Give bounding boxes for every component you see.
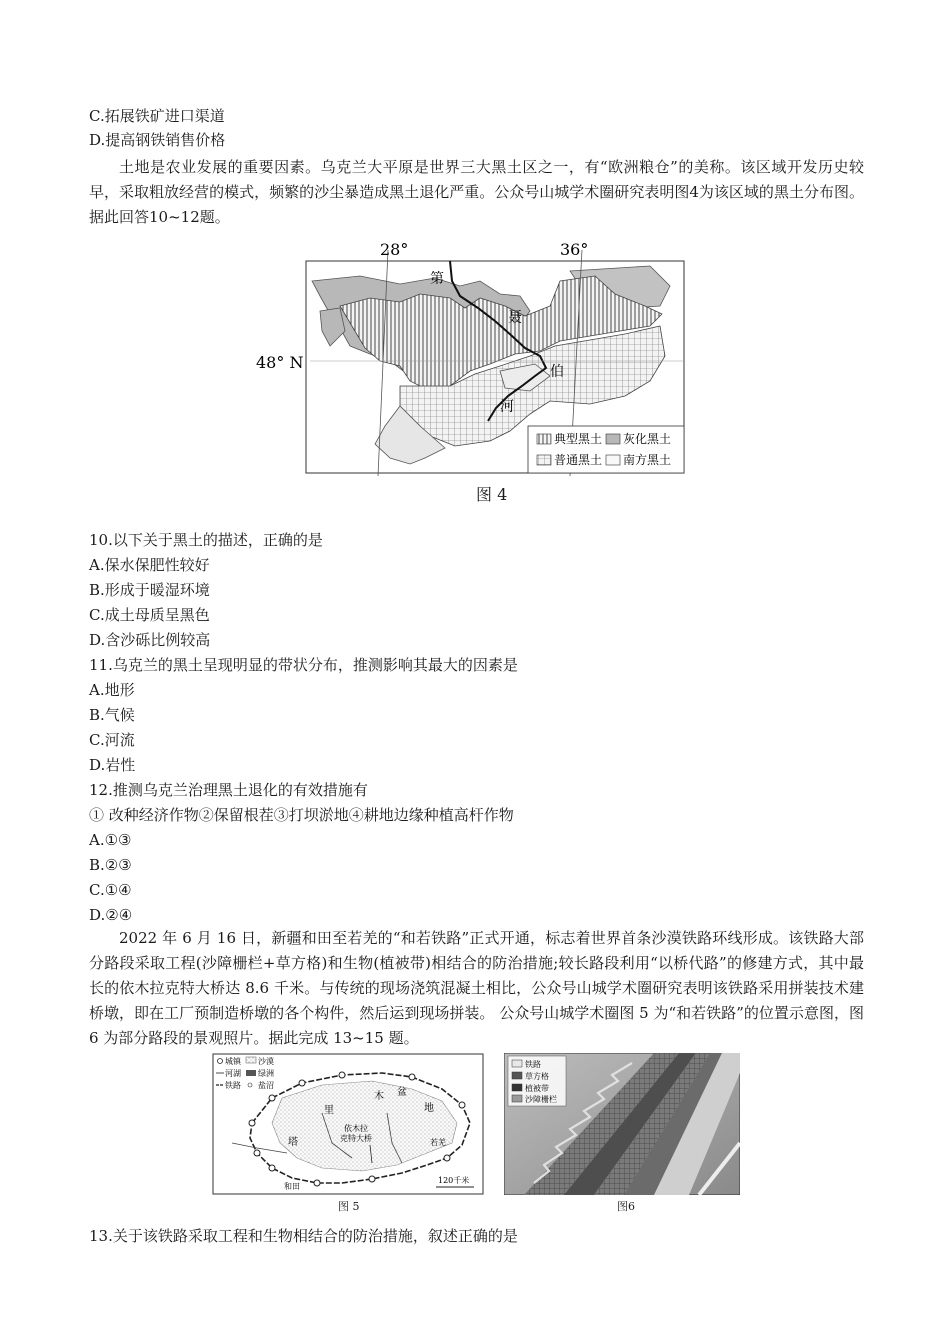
q12-option-b: B.②③: [89, 856, 132, 874]
legend-rail: 铁路: [525, 1060, 541, 1069]
question-13: 13.关于该铁路采取工程和生物相结合的防治措施，叙述正确的是: [89, 1227, 518, 1245]
basin-char-2: 里: [324, 1105, 334, 1116]
legend-southern: 南方黑土: [623, 453, 672, 467]
option-c: C.拓展铁矿进口渠道: [89, 107, 225, 125]
q10-option-c: C.成土母质呈黑色: [89, 606, 210, 624]
legend-town: 城镇: [225, 1057, 241, 1066]
river-char-1: 第: [430, 271, 444, 287]
figure-4-map: [250, 236, 700, 476]
legend-typical: 典型黑土: [554, 432, 603, 446]
q12-option-d: D.②④: [89, 906, 133, 924]
q10-option-d: D.含沙砾比例较高: [89, 631, 211, 649]
river-char-2: 聂: [508, 310, 522, 326]
figure-4-caption: 图 4: [476, 485, 508, 504]
legend-checker: 草方格: [525, 1072, 549, 1081]
lon-28-label: 28°: [380, 240, 409, 259]
q11-option-a: A.地形: [89, 681, 135, 699]
legend-river: 河湖: [225, 1069, 241, 1078]
passage-railway: 2022 年 6 月 16 日，新疆和田至若羌的“和若铁路”正式开通，标志着世界首条沙漠铁路环线形成。该铁路大部分路段采取工程(沙障栅栏+草方格)和生物(植被带)相结合的防治措施;较长路段利用“以桥代路”的修建方式，其中最长的依木拉克特大桥达 8.6 千米。与传统的现场浇筑混凝土相比，公众号山城学术圈研究表明该铁路采用拼装技术建桥墩，即在工厂预制造桥墩的各个构件，然后运到现场拼装。 公众号山城学术圈图 5 为“和若铁路”的位置示意图，图 6 为部分路段的景观照片。据此完成 13~15 题。: [89, 929, 864, 1047]
legend-gray: 灰化黑土: [623, 432, 672, 446]
question-12: 12.推测乌克兰治理黑土退化的有效措施有: [89, 781, 368, 799]
passage-blacksoil: 土地是农业发展的重要因素。乌克兰大平原是世界三大黑土区之一，有“欧洲粮仓”的美称。该区域开发历史较早，采取粗放经营的模式，频繁的沙尘暴造成黑土退化严重。公众号山城学术圈研究表明图4为该区域的黑土分布图。据此回答10~12题。: [89, 158, 864, 226]
bridge-label-2: 克特大桥: [340, 1134, 372, 1143]
legend-vegetation: 植被带: [525, 1084, 549, 1093]
scale-label: 120千米: [438, 1176, 470, 1185]
legend-salt: 盐沼: [258, 1081, 274, 1090]
figure-5-caption: 图 5: [338, 1200, 360, 1213]
legend-railway: 铁路: [225, 1081, 241, 1090]
question-11: 11.乌克兰的黑土呈现明显的带状分布，推测影响其最大的因素是: [89, 656, 518, 674]
legend-fence: 沙障栅栏: [525, 1095, 557, 1104]
option-d: D.提高钢铁销售价格: [89, 131, 226, 149]
river-char-3: 伯: [550, 364, 564, 380]
figure-6-photo: [504, 1053, 740, 1195]
figure-6-caption: 图6: [617, 1200, 635, 1213]
q11-option-c: C.河流: [89, 731, 135, 749]
ruoqiang-label: 若羌: [430, 1138, 446, 1147]
basin-char-1: 塔: [288, 1137, 298, 1148]
figure-4-legend: [528, 426, 684, 473]
legend-oasis: 绿洲: [258, 1069, 274, 1078]
q12-statements: ① 改种经济作物②保留根茬③打坝淤地④耕地边缘种植高杆作物: [89, 806, 514, 824]
question-10: 10.以下关于黑土的描述，正确的是: [89, 531, 323, 549]
figure-5-map: [212, 1053, 484, 1195]
q10-option-b: B.形成于暖湿环境: [89, 581, 210, 599]
basin-char-4: 盆: [397, 1087, 407, 1098]
lat-48-label: 48° N: [256, 353, 304, 372]
river-char-4: 河: [500, 399, 514, 415]
basin-char-5: 地: [424, 1103, 434, 1114]
basin-char-3: 木: [374, 1091, 384, 1102]
q12-option-a: A.①③: [89, 831, 132, 849]
q11-option-b: B.气候: [89, 706, 135, 724]
legend-desert: 沙漠: [258, 1057, 274, 1066]
q11-option-d: D.岩性: [89, 756, 136, 774]
bridge-label-1: 依木拉: [344, 1124, 368, 1133]
figure-6-legend: [508, 1056, 566, 1106]
hetian-label: 和田: [284, 1182, 300, 1191]
legend-ordinary: 普通黑土: [554, 453, 603, 467]
q10-option-a: A.保水保肥性较好: [89, 556, 210, 574]
lon-36-label: 36°: [560, 240, 589, 259]
q12-option-c: C.①④: [89, 881, 132, 899]
